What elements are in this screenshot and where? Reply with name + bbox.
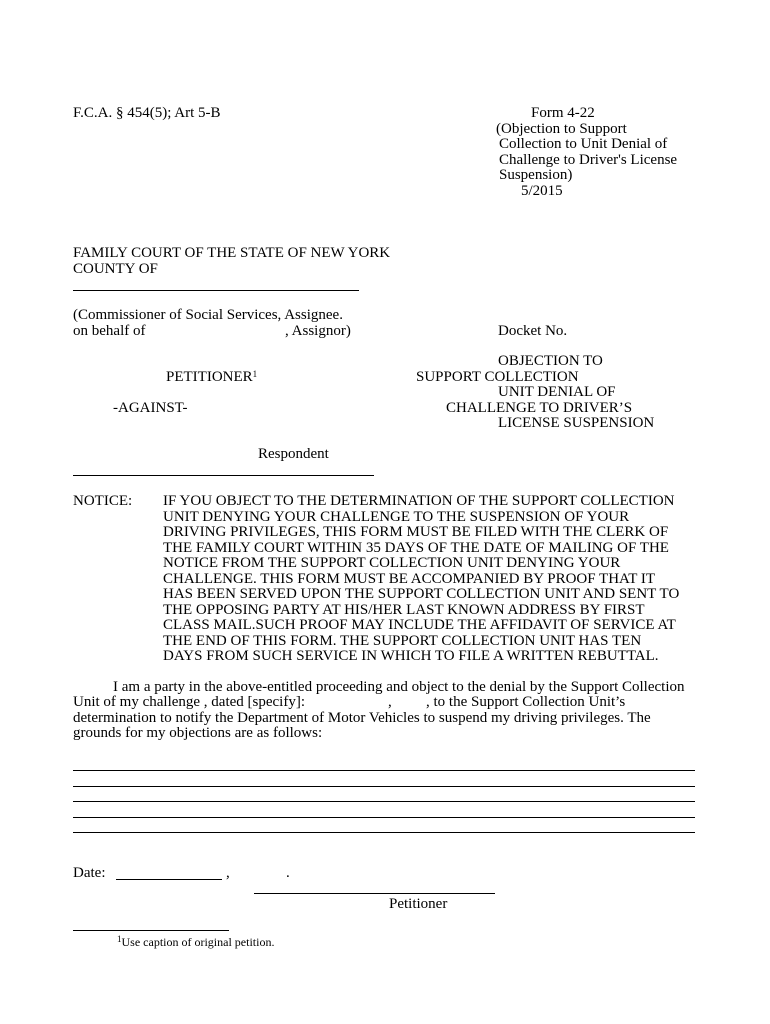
notice-line: THE FAMILY COURT WITHIN 35 DAYS OF THE DATE OF MAILING OF THE (163, 539, 669, 556)
footnote-text: Use caption of original petition. (121, 935, 275, 949)
assignor-label: , Assignor) (285, 323, 351, 339)
date-comma: , (388, 694, 392, 710)
form-description-line-2: Collection to Unit Denial of (499, 136, 668, 152)
objection-statement-line-1: I am a party in the above-entitled proceeding and object to the denial by the Support Collection (113, 679, 685, 695)
objection-statement-line-2a: Unit of my challenge , dated [specify]: (73, 694, 306, 710)
form-description-line-3: Challenge to Driver's License (499, 152, 678, 168)
notice-line: DRIVING PRIVILEGES, THIS FORM MUST BE FILED WITH THE CLERK OF (163, 524, 669, 540)
document-title-line-3: UNIT DENIAL OF (498, 384, 616, 400)
date-period: . (286, 865, 290, 881)
grounds-line-3[interactable] (73, 801, 695, 802)
grounds-line-1[interactable] (73, 770, 695, 771)
on-behalf-label: on behalf of (73, 323, 146, 339)
county-underline (73, 290, 359, 291)
notice-line: IF YOU OBJECT TO THE DETERMINATION OF THE SUPPORT COLLECTION (163, 493, 675, 509)
statute-citation: F.C.A. § 454(5); Art 5-B (73, 105, 221, 121)
against-label: -AGAINST- (113, 400, 188, 416)
respondent-underline (73, 475, 374, 476)
notice-line: CLASS MAIL.SUCH PROOF MAY INCLUDE THE AFFIDAVIT OF SERVICE AT (163, 617, 676, 633)
petitioner-label: PETITIONER$^1$ (166, 369, 258, 385)
date-comma-separator: , (226, 865, 230, 881)
grounds-line-5[interactable] (73, 832, 695, 833)
footnote-separator (73, 930, 229, 931)
notice-line: THE END OF THIS FORM. THE SUPPORT COLLECTION UNIT HAS TEN (163, 632, 642, 649)
document-title-line-5: LICENSE SUSPENSION (498, 415, 655, 431)
signature-line[interactable] (254, 893, 495, 894)
footnote-mark: 1 (117, 934, 122, 944)
notice-label: NOTICE: (73, 493, 133, 509)
form-number: Form 4-22 (531, 105, 595, 121)
grounds-line-2[interactable] (73, 786, 695, 787)
notice-line: DAYS FROM SUCH SERVICE IN WHICH TO FILE A WRITTEN REBUTTAL. (163, 648, 659, 664)
objection-statement-line-2c: , to the Support Collection Unit’s (426, 694, 626, 710)
document-title-line-2: SUPPORT COLLECTION (416, 369, 579, 385)
court-name: FAMILY COURT OF THE STATE OF NEW YORK (73, 245, 391, 261)
docket-number-label: Docket No. (498, 323, 568, 339)
notice-line: CHALLENGE. THIS FORM MUST BE ACCOMPANIED BY PROOF THAT IT (163, 570, 656, 587)
notice-line: THE OPPOSING PARTY AT HIS/HER LAST KNOWN ADDRESS BY FIRST (163, 601, 645, 618)
commissioner-line: (Commissioner of Social Services, Assignee. (73, 307, 343, 323)
form-date: 5/2015 (521, 183, 563, 199)
notice-line: NOTICE FROM THE SUPPORT COLLECTION UNIT DENYING YOUR (163, 555, 621, 571)
date-field[interactable] (116, 879, 222, 880)
objection-statement-line-3: determination to notify the Department of Motor Vehicles to suspend my driving privileges. The (73, 710, 651, 726)
document-title-line-4: CHALLENGE TO DRIVER’S (446, 400, 633, 416)
footnote (117, 935, 274, 951)
form-description-line-1: (Objection to Support (496, 121, 627, 137)
objection-statement-line-4: grounds for my objections are as follows: (73, 725, 323, 741)
respondent-label: Respondent (258, 446, 329, 462)
document-title-line-1: OBJECTION TO (498, 353, 603, 369)
grounds-line-4[interactable] (73, 817, 695, 818)
form-description-line-4: Suspension) (499, 167, 573, 183)
date-label: Date: (73, 865, 106, 881)
petitioner-signature-label: Petitioner (389, 896, 448, 912)
footnote-reference: 1 (252, 369, 258, 379)
county-label: COUNTY OF (73, 261, 158, 277)
notice-line: UNIT DENYING YOUR CHALLENGE TO THE SUSPENSION OF YOUR (163, 508, 630, 525)
notice-line: HAS BEEN SERVED UPON THE SUPPORT COLLECTION UNIT AND SENT TO (163, 586, 680, 602)
